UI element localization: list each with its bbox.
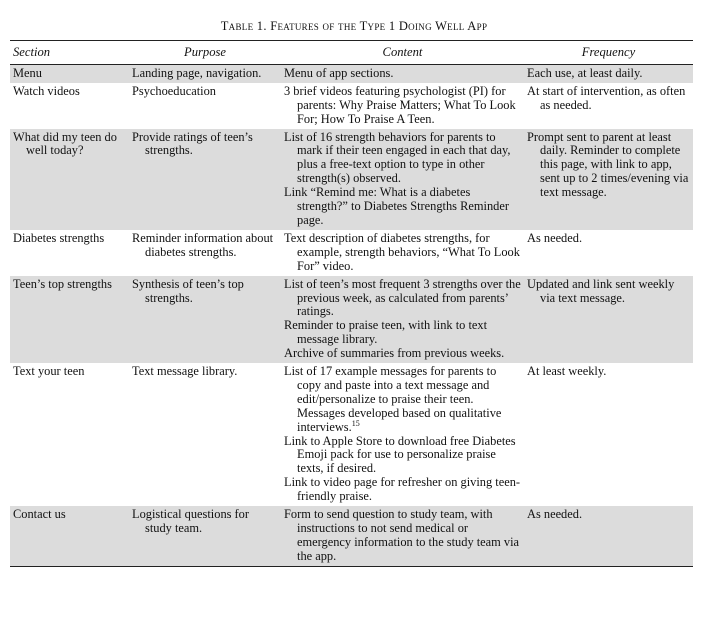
cell-frequency: Prompt sent to parent at least daily. Reminder to complete this page, with link to app, sent up to 2 times/evening via text message. [527,129,689,200]
cell-content: List of 16 strength behaviors for parents to mark if their teen engaged in each that day, plus a free-text option to type in other strength(s) observed. [284,129,511,186]
cell-section: Watch videos [13,83,80,98]
table-row [10,230,693,276]
cell-section: Text your teen [13,364,85,379]
cell-content: List of teen’s most frequent 3 strengths over the previous week, as calculated from parents’ ratings. [284,276,521,319]
cell-content: Link to video page for refresher on giving teen-friendly praise. [284,475,521,504]
cell-section: What did my teen do well today? [13,129,117,158]
header-section: Section [10,41,129,65]
cell-purpose: Landing page, navigation. [132,65,262,80]
cell-content [284,365,521,435]
cell-section: Teen’s top strengths [13,276,112,291]
cell-purpose: Synthesis of teen’s top strengths. [132,276,244,305]
header-purpose: Purpose [129,41,281,65]
cell-section: Diabetes strengths [13,230,105,245]
cell-content: Link to Apple Store to download free Diabetes Emoji pack for use to personalize praise texts, if desired. [284,433,516,476]
cell-section: Menu [13,65,42,80]
cell-frequency: Updated and link sent weekly via text message. [527,276,675,305]
cell-content: Text description of diabetes strengths, for example, strength behaviors, “What To Look For” video. [284,230,520,273]
features-table [10,40,693,567]
cell-content: 3 brief videos featuring psychologist (PI) for parents: Why Praise Matters; What To Look For; How To Praise A Teen. [284,83,516,126]
cell-purpose: Logistical questions for study team. [132,507,250,535]
cell-frequency: Each use, at least daily. [527,65,643,80]
cell-purpose: Reminder information about diabetes strengths. [132,230,274,259]
table-row [10,83,693,129]
cell-content: Link “Remind me: What is a diabetes strength?” to Diabetes Strengths Reminder page. [284,185,509,227]
table-row [10,506,693,566]
cell-section: Contact us [13,507,66,522]
table-row [10,129,693,230]
cell-content: Menu of app sections. [284,65,394,80]
cell-frequency: At least weekly. [527,364,607,379]
caption-label: Table 1. [220,19,267,33]
cell-purpose: Text message library. [132,364,238,379]
cell-content: Reminder to praise teen, with link to text message library. [284,318,488,347]
cell-content: Archive of summaries from previous weeks. [284,346,505,361]
table-row [10,64,693,82]
cell-frequency: As needed. [527,507,583,522]
caption-title: Features of the Type 1 Doing Well App [270,19,488,33]
table-row [10,363,693,506]
header-content: Content [281,41,524,65]
cell-content: Form to send question to study team, with instructions to not send medical or emergency information to the study team via the app. [284,507,520,563]
table-caption [0,19,708,34]
header-row [10,41,693,65]
cell-purpose: Psychoeducation [132,83,216,98]
cell-frequency: At start of intervention, as often as needed. [527,83,686,112]
cell-content-text: List of 17 example messages for parents to copy and paste into a text message and edit/personalize to praise their teen. Messages developed based on qualitative interviews. [284,364,502,434]
table-row [10,276,693,363]
cell-purpose: Provide ratings of teen’s strengths. [132,129,253,158]
header-frequency: Frequency [524,41,693,65]
cell-frequency: As needed. [527,230,583,245]
footnote-ref: 15 [351,418,360,428]
